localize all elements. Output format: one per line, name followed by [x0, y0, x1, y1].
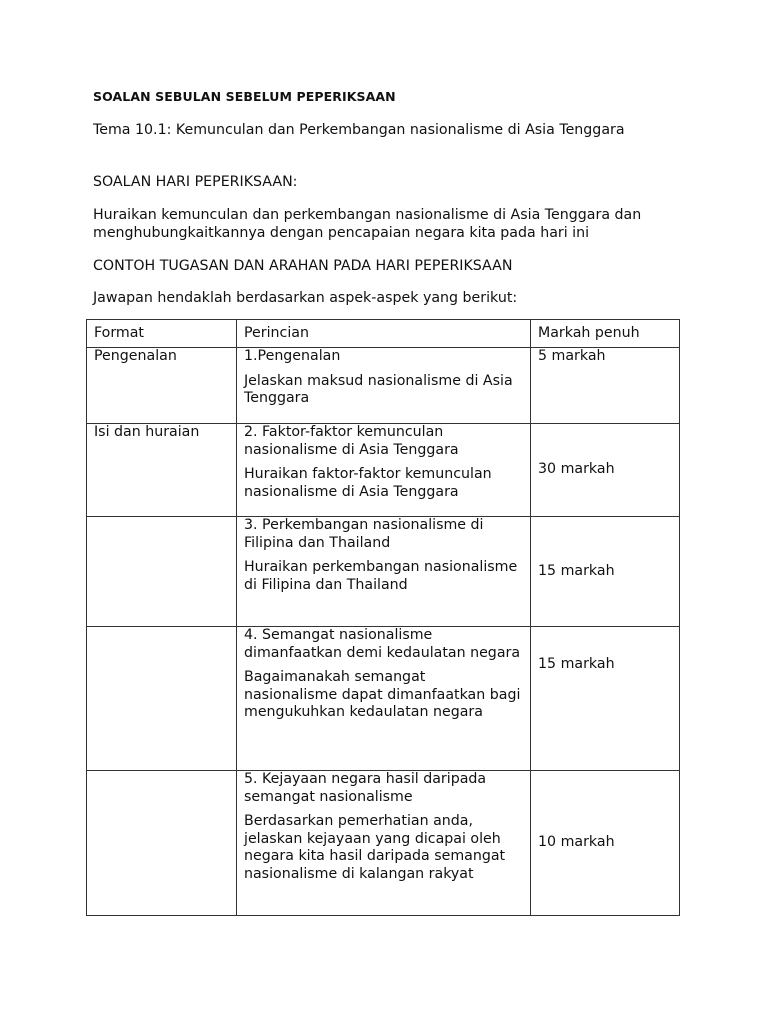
row-detail: Huraikan faktor-faktor kemunculan nasionalisme di Asia Tenggara: [244, 466, 492, 500]
row-marks: 30 markah: [531, 424, 680, 517]
row-perincian: [237, 517, 531, 627]
row-title: 5. Kejayaan negara hasil daripada semangat nasionalisme: [244, 771, 487, 805]
answer-instruction: Jawapan hendaklah berdasarkan aspek-aspek yang berikut:: [93, 290, 518, 306]
table-row: [87, 424, 680, 517]
row-marks: 15 markah: [531, 517, 680, 627]
table-row: [87, 517, 680, 627]
table-row: [87, 771, 680, 916]
table-header-row: [87, 320, 680, 348]
row-detail: Huraikan perkembangan nasionalisme di Filipina dan Thailand: [244, 559, 518, 593]
row-format: Pengenalan: [87, 348, 237, 424]
row-format: [87, 517, 237, 627]
row-detail: Berdasarkan pemerhatian anda, jelaskan kejayaan yang dicapai oleh negara kita hasil daripada semangat nasionalisme di kalangan rakyat: [244, 813, 506, 882]
exam-question-label: SOALAN HARI PEPERIKSAAN:: [93, 174, 298, 190]
row-title: 2. Faktor-faktor kemunculan nasionalisme di Asia Tenggara: [244, 424, 459, 458]
row-title: 4. Semangat nasionalisme dimanfaatkan demi kedaulatan negara: [244, 627, 521, 661]
row-detail: Jelaskan maksud nasionalisme di Asia Tenggara: [244, 372, 513, 406]
row-marks: 10 markah: [531, 771, 680, 916]
row-format: [87, 627, 237, 771]
row-detail: Bagaimanakah semangat nasionalisme dapat dimanfaatkan bagi mengukuhkan kedaulatan negara: [244, 669, 521, 720]
header-markah: Markah penuh: [531, 320, 680, 348]
row-perincian: [237, 627, 531, 771]
row-marks: 15 markah: [531, 627, 680, 771]
row-format: Isi dan huraian: [87, 424, 237, 517]
table-row: [87, 627, 680, 771]
row-title: 3. Perkembangan nasionalisme di Filipina dan Thailand: [244, 517, 484, 551]
header-format: Format: [87, 320, 237, 348]
row-perincian: [237, 424, 531, 517]
row-format: [87, 771, 237, 916]
row-title: 1.Pengenalan: [244, 348, 341, 364]
table-row: [87, 348, 680, 424]
row-perincian: [237, 348, 531, 424]
document-heading: SOALAN SEBULAN SEBELUM PEPERIKSAAN: [93, 89, 396, 104]
row-perincian: [237, 771, 531, 916]
task-example-label: CONTOH TUGASAN DAN ARAHAN PADA HARI PEPERIKSAAN: [93, 258, 513, 274]
theme-text: Tema 10.1: Kemunculan dan Perkembangan nasionalisme di Asia Tenggara: [93, 122, 625, 138]
exam-question-text: Huraikan kemunculan dan perkembangan nasionalisme di Asia Tenggara dan menghubungkaitkannya dengan pencapaian negara kita pada hari ini: [93, 207, 642, 241]
header-perincian: Perincian: [237, 320, 531, 348]
aspect-table: [86, 319, 680, 916]
row-marks: 5 markah: [531, 348, 680, 424]
